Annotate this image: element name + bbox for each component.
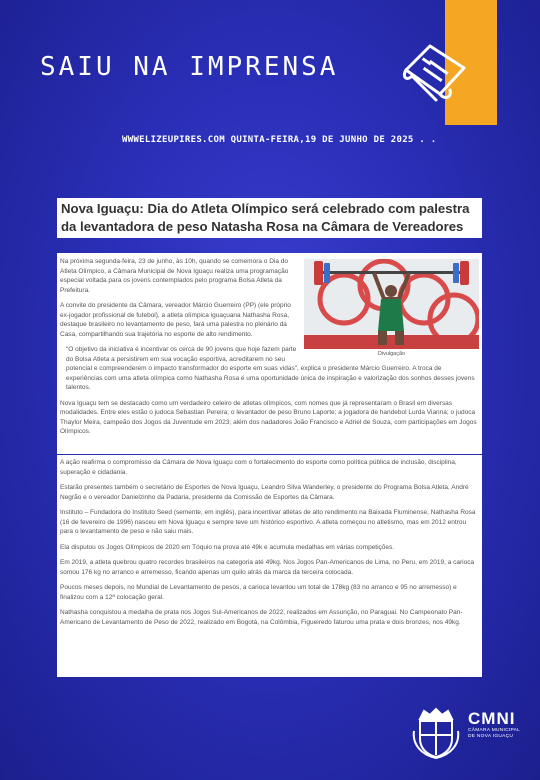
paragraph: Nathasha conquistou a medalha de prata nos Jogos Sul-Americanos de 2022, realizados em Assunção, no Paraguai. No Campeonato Pan-Americano de Levantamento de Peso de 2022, realizado em Bogotá, na Colômbia, Figueiredo faturou uma prata e dois bronzes, nos 49kg.	[60, 609, 463, 626]
headline-box	[57, 198, 482, 238]
article-clip-bottom	[57, 455, 482, 677]
photo-caption: Divulgação	[377, 351, 406, 357]
athlete-photo	[304, 259, 479, 349]
cmni-subtitle-2: DE NOVA IGUAÇU	[468, 734, 514, 739]
city-coat-of-arms-logo	[410, 705, 462, 759]
cmni-subtitle-1: CÂMARA MUNICIPAL	[468, 728, 521, 733]
paragraph: Em 2019, a atleta quebrou quatro recordes brasileiros na categoria até 49kg. Nos Jogos Pan-Americanos de Lima, no Peru, em 2019, a carioca somou 176 kg no arranco e arremesso, ficando apenas um quilo atrás da marca da terceira colocada.	[60, 559, 475, 576]
article-headline: Nova Iguaçu: Dia do Atleta Olímpico será celebrado com palestra da levantadora de peso Natasha Rosa na Câmara de Vereadores	[61, 201, 470, 234]
paragraph: Instituto – Fundadora do Instituto Seed (semente, em inglês), para incentivar atletas de alto rendimento na Baixada Fluminense, Nathasha Rosa (16 de fevereiro de 1996) nasceu em Nova Iguaçu e sempre teve um histórico esportivo. A atleta começou no atletismo, mas em 2012 entrou para o levantamento de peso e não saiu mais.	[60, 509, 476, 535]
paragraph: Estarão presentes também o secretário de Esportes de Nova Iguaçu, Leandro Silva Wanderley, o presidente do Programa Bolsa Atleta, André Negrão e o vereador Danielzinho da Padaria, presidente da Comissão de Esportes da Câmara.	[60, 484, 469, 501]
page-title: SAIU NA IMPRENSA	[40, 52, 339, 82]
paragraph: A ação reafirma o compromisso da Câmara de Nova Iguaçu com o fortalecimento do esporte como política pública de inclusão, disciplina, superação e cidadania.	[60, 459, 457, 476]
newspaper-icon	[400, 40, 470, 102]
cmni-logo	[468, 707, 540, 755]
paragraph: Ela disputou os Jogos Olímpicos de 2020 em Tóquio na prova até 49k e acumula medalhas em várias competições.	[60, 543, 395, 551]
paragraph: A convite do presidente da Câmara, vereador Márcio Guerreiro (PP) (ele próprio ex-jogador profissional de futebol), a atleta olímpica iguaçuana Nathasha Rosa, destaque brasileiro no levantamento de peso, fará uma palestra no plenário da Casa, compartilhando sua trajetória no esporte de alto rendimento.	[60, 302, 291, 338]
article-clip-top	[57, 253, 482, 454]
dateline: WWWELIZEUPIRES.COM QUINTA-FEIRA,19 DE JUNHO DE 2025 . .	[122, 135, 437, 145]
paragraph: Na próxima segunda-feira, 23 de junho, às 10h, quando se comemora o Dia do Atleta Olímpico, a Câmara Municipal de Nova Iguaçu realiza uma programação especial voltada para os jovens contemplados pelo programa Bolsa Atleta da Prefeitura.	[60, 258, 289, 294]
paragraph: Nova Iguaçu tem se destacado como um verdadeiro celeiro de atletas olímpicos, com nomes que já representaram o Brasil em diversas modalidades. Entre eles estão o judoca Sebastian Pereira; o levantador de peso Bruno Laporte; a jogadora de handebol Lurda Vianna; o judoca Thaylor Meira, campeão dos Jogos da Juventude em 2023; além dos nadadores João Francisco e Adriel de Souza, com participações em Jogos Olímpicos.	[60, 399, 477, 435]
quote-paragraph: "O objetivo da iniciativa é incentivar os cerca de 90 jovens que hoje fazem parte do Bolsa Atleta a persistirem em sua vocação esportiva, acreditarem no seu potencial e compreenderem o impacto transformador do esporte em suas vidas", explica o presidente Márcio Guerreiro. A troca de experiências com uma atleta olímpica como Nathasha Rosa é uma oportunidade única de inspiração e valorização dos sonhos desses jovens talentos.	[66, 346, 475, 391]
cmni-logo-text: CMNI	[468, 709, 516, 728]
photo-container	[304, 259, 479, 357]
paragraph: Poucos meses depois, no Mundial de Levantamento de pesos, a carioca levantou um total de 178kg (83 no arranco e 95 no arremesso) e finalizou com a 12ª colocação geral.	[60, 584, 457, 601]
